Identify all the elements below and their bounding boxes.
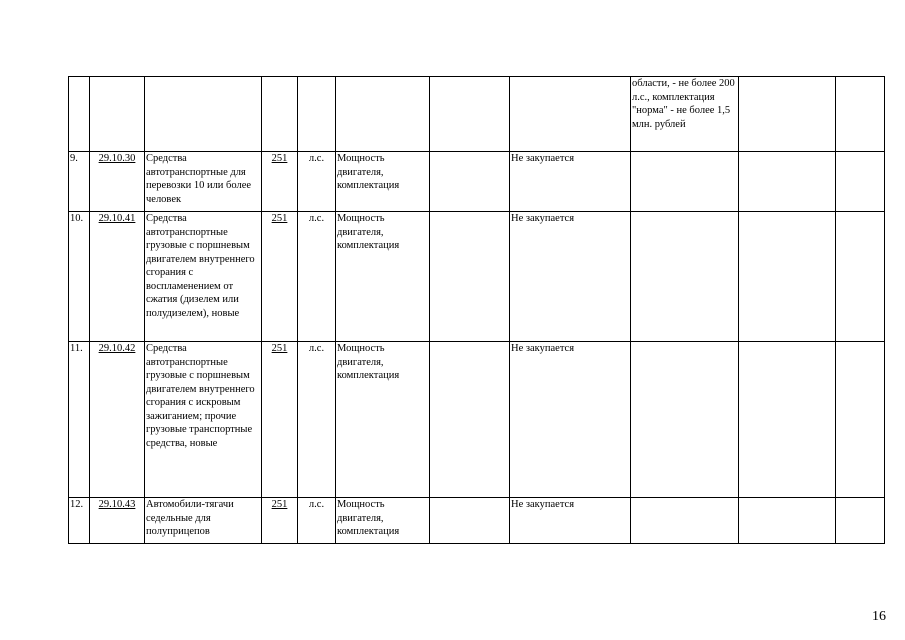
- okpd-code-link[interactable]: 29.10.30: [98, 153, 136, 164]
- cell-unit-name: [298, 77, 336, 152]
- characteristic: Мощность двигателя, комплектация: [336, 212, 430, 342]
- cell-empty: [631, 342, 739, 498]
- unit-code-link[interactable]: 251: [271, 499, 288, 510]
- cell-characteristic: [336, 77, 430, 152]
- unit-name: л.с.: [298, 498, 336, 544]
- row-number: 9.: [69, 152, 90, 212]
- cell-num: [69, 77, 90, 152]
- characteristic: Мощность двигателя, комплектация: [336, 342, 430, 498]
- cell-empty: [631, 212, 739, 342]
- unit-code-link[interactable]: 251: [271, 213, 288, 224]
- row-number: 10.: [69, 212, 90, 342]
- cell-empty: [631, 498, 739, 544]
- item-name: Средства автотранспортные для перевозки 10 или более человек: [145, 152, 262, 212]
- row-number: 11.: [69, 342, 90, 498]
- cell-empty: [836, 342, 885, 498]
- table-row: [69, 212, 885, 342]
- cell-empty: [739, 498, 836, 544]
- cell-empty: [430, 77, 510, 152]
- table-row: [69, 152, 885, 212]
- item-name: Средства автотранспортные грузовые с поршневым двигателем внутреннего сгорания с воспламенением от сжатия (дизелем или полудизелем), новые: [145, 212, 262, 342]
- characteristic: Мощность двигателя, комплектация: [336, 498, 430, 544]
- okpd-code-link[interactable]: 29.10.41: [98, 213, 136, 224]
- procurement-note: Не закупается: [510, 212, 631, 342]
- okpd-code-link[interactable]: 29.10.42: [98, 343, 136, 354]
- characteristic: Мощность двигателя, комплектация: [336, 152, 430, 212]
- cell-empty: [836, 498, 885, 544]
- cell-code: [90, 77, 145, 152]
- cell-empty: [739, 342, 836, 498]
- unit-name: л.с.: [298, 152, 336, 212]
- procurement-note: Не закупается: [510, 152, 631, 212]
- table-row: [69, 342, 885, 498]
- cell-empty: [430, 342, 510, 498]
- item-name: Автомобили-тягачи седельные для полуприцепов: [145, 498, 262, 544]
- table-row-continuation: [69, 77, 885, 152]
- unit-code-link[interactable]: 251: [271, 153, 288, 164]
- cell-empty: [631, 152, 739, 212]
- cell-empty: [739, 77, 836, 152]
- cell-note: [510, 77, 631, 152]
- cell-empty: [836, 77, 885, 152]
- table-row: [69, 498, 885, 544]
- okpd-code-link[interactable]: 29.10.43: [98, 499, 136, 510]
- procurement-note: Не закупается: [510, 342, 631, 498]
- requirements-table: [68, 76, 885, 544]
- cell-unit-code: [262, 77, 298, 152]
- cell-name: [145, 77, 262, 152]
- cell-empty: [430, 212, 510, 342]
- cell-empty: [430, 498, 510, 544]
- unit-code-link[interactable]: 251: [271, 343, 288, 354]
- item-name: Средства автотранспортные грузовые с поршневым двигателем внутреннего сгорания с искровым зажиганием; прочие грузовые транспортные средства, новые: [145, 342, 262, 498]
- procurement-note: Не закупается: [510, 498, 631, 544]
- cell-empty: [430, 152, 510, 212]
- cell-empty: [836, 152, 885, 212]
- row-number: 12.: [69, 498, 90, 544]
- cell-spec-value: области, - не более 200 л.с., комплектация "норма" - не более 1,5 млн. рублей: [631, 77, 739, 152]
- cell-empty: [836, 212, 885, 342]
- unit-name: л.с.: [298, 342, 336, 498]
- page-number: 16: [872, 609, 886, 624]
- cell-empty: [739, 152, 836, 212]
- cell-empty: [739, 212, 836, 342]
- unit-name: л.с.: [298, 212, 336, 342]
